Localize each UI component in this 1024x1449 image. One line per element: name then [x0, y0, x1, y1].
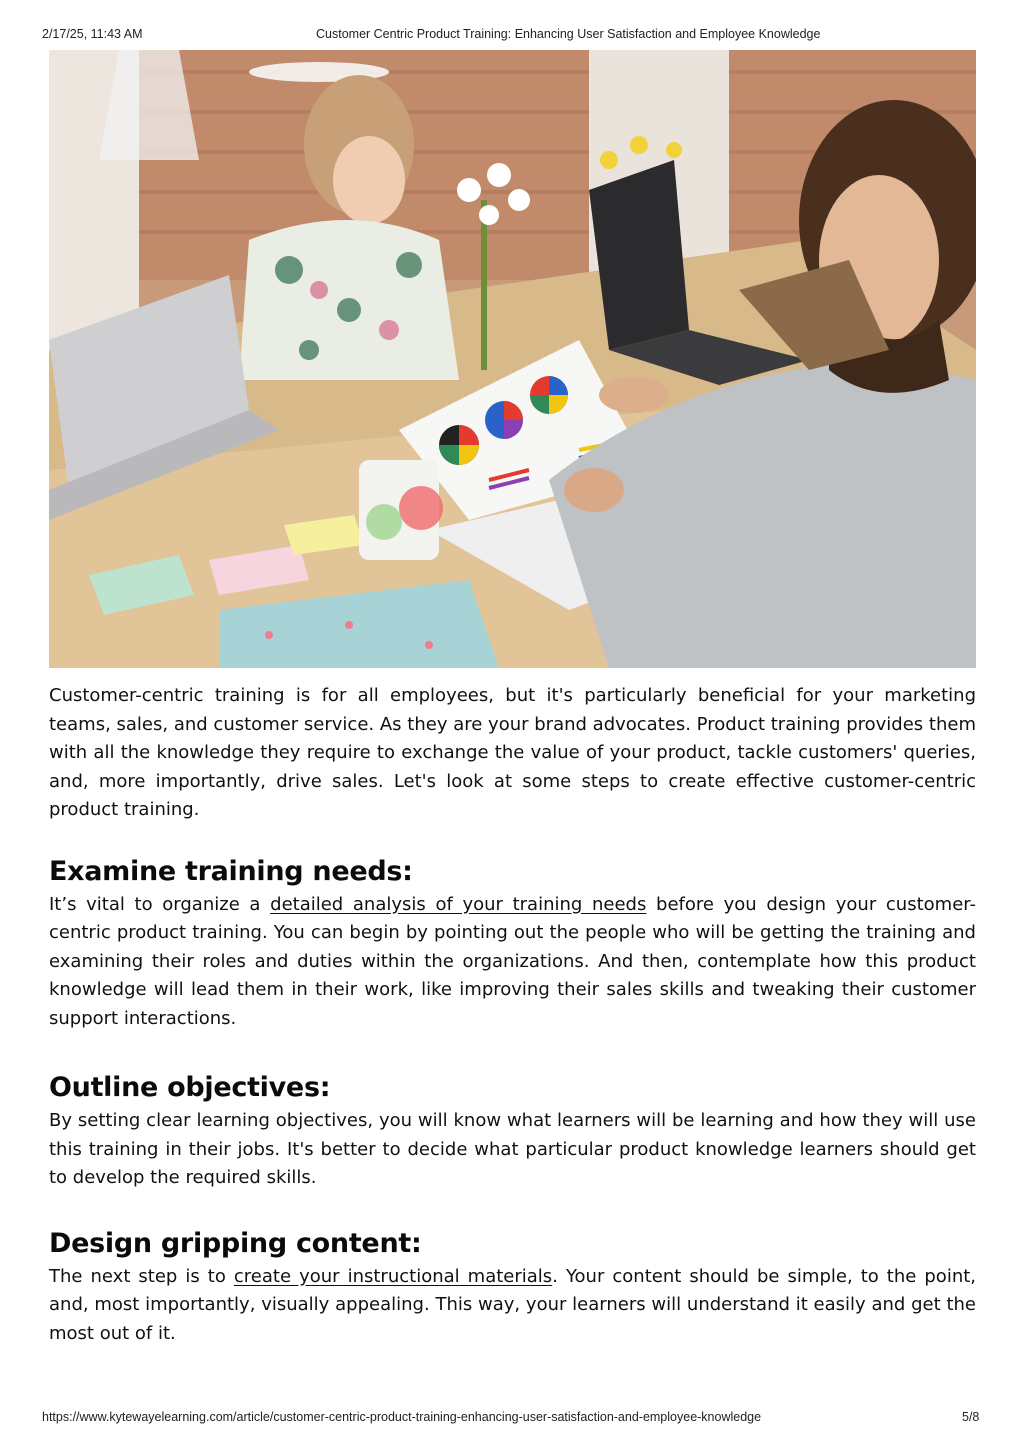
- print-page-title: Customer Centric Product Training: Enhancing User Satisfaction and Employee Knowledge: [316, 27, 821, 41]
- print-footer: [0, 1406, 1024, 1430]
- section-text-design: [49, 1263, 976, 1349]
- section-heading-examine: Examine training needs:: [49, 855, 413, 887]
- examine-text-end: before you design your customer-centric product training. You can begin by pointing out the people who will be getting the training and examining their roles and duties within the organizations. And then, contemplate how this product knowledge will lead them in their work, like improving their sales skills and tweaking their customer support interactions.: [49, 893, 977, 1029]
- print-date: 2/17/25, 11:43 AM: [42, 27, 143, 41]
- section-heading-outline: Outline objectives:: [49, 1072, 331, 1103]
- section-heading-design: Design gripping content:: [49, 1227, 422, 1259]
- examine-text-start: It’s vital to organize a: [49, 893, 271, 915]
- section-text-outline: By setting clear learning objectives, you will know what learners will be learning and how they will use this training in their jobs. It's better to decide what particular product knowledge learners should get to develop the required skills.: [49, 1110, 976, 1188]
- intro-paragraph: Customer-centric training is for all employees, but it's particularly beneficial for your marketing teams, sales, and customer service. As they are your brand advocates. Product training provides them with all the knowledge they require to exchange the value of your product, tackle customers' queries, and, more importantly, drive sales. Let's look at some steps to create effective customer-centric product training.: [49, 685, 976, 820]
- article-content: [49, 682, 976, 1348]
- article-photo: [49, 50, 976, 668]
- page-number: 5/8: [962, 1410, 980, 1424]
- section-text-examine: [49, 891, 976, 1034]
- training-needs-analysis-link[interactable]: detailed analysis of your training needs: [270, 893, 647, 915]
- print-url: https://www.kytewayelearning.com/article/customer-centric-product-training-enhancing-user-satisfaction-and-employee-knowledge: [42, 1410, 762, 1424]
- instructional-materials-link[interactable]: create your instructional materials: [233, 1265, 553, 1287]
- design-text-start: The next step is to: [49, 1265, 234, 1287]
- print-header: [0, 0, 1024, 44]
- design-text-end: . Your content should be simple, to the point, and, most importantly, visually appealing. This way, your learners will understand it easily and get the most out of it.: [49, 1265, 977, 1344]
